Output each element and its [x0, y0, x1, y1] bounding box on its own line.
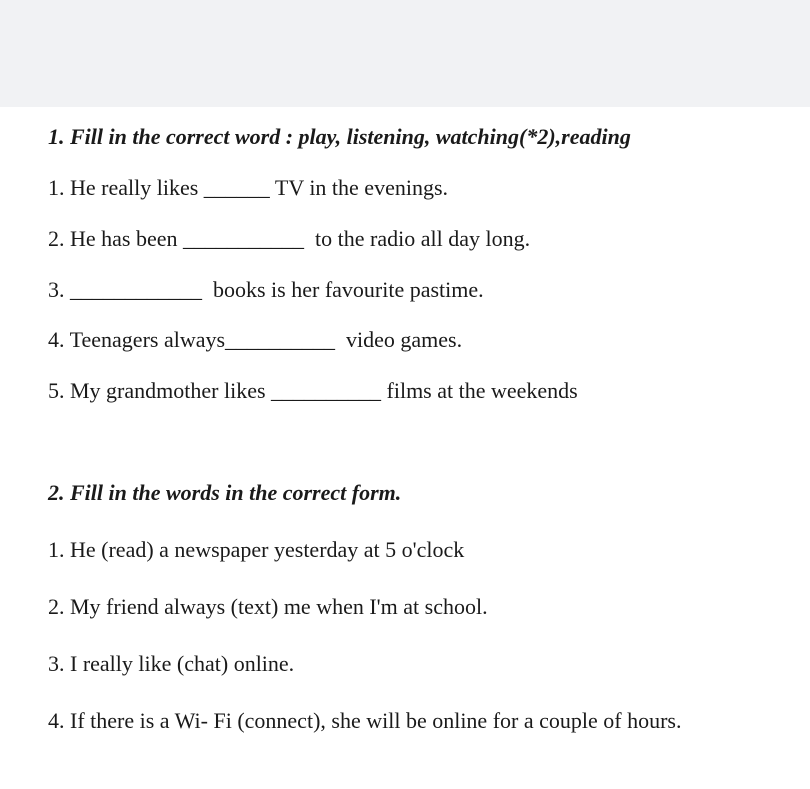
section2-item-3: 3. I really like (chat) online.	[48, 651, 295, 676]
section1-item-2: 2. He has been ___________ to the radio all day long.	[48, 226, 531, 251]
section1-heading: 1. Fill in the correct word : play, listening, watching(*2),reading	[48, 124, 631, 149]
section2-item-1: 1. He (read) a newspaper yesterday at 5 o'clock	[48, 537, 465, 562]
section1-item-5: 5. My grandmother likes __________ films at the weekends	[48, 378, 578, 403]
section1-item-1: 1. He really likes ______ TV in the evenings.	[48, 175, 449, 200]
section2-heading: 2. Fill in the words in the correct form.	[48, 480, 402, 505]
section1-item-3: 3. ____________ books is her favourite pastime.	[48, 277, 484, 302]
top-gray-band	[0, 0, 810, 107]
section2-item-4: 4. If there is a Wi- Fi (connect), she will be online for a couple of hours.	[48, 708, 682, 733]
section2-item-2: 2. My friend always (text) me when I'm at school.	[48, 594, 488, 619]
section1-item-4: 4. Teenagers always__________ video games.	[48, 327, 463, 352]
